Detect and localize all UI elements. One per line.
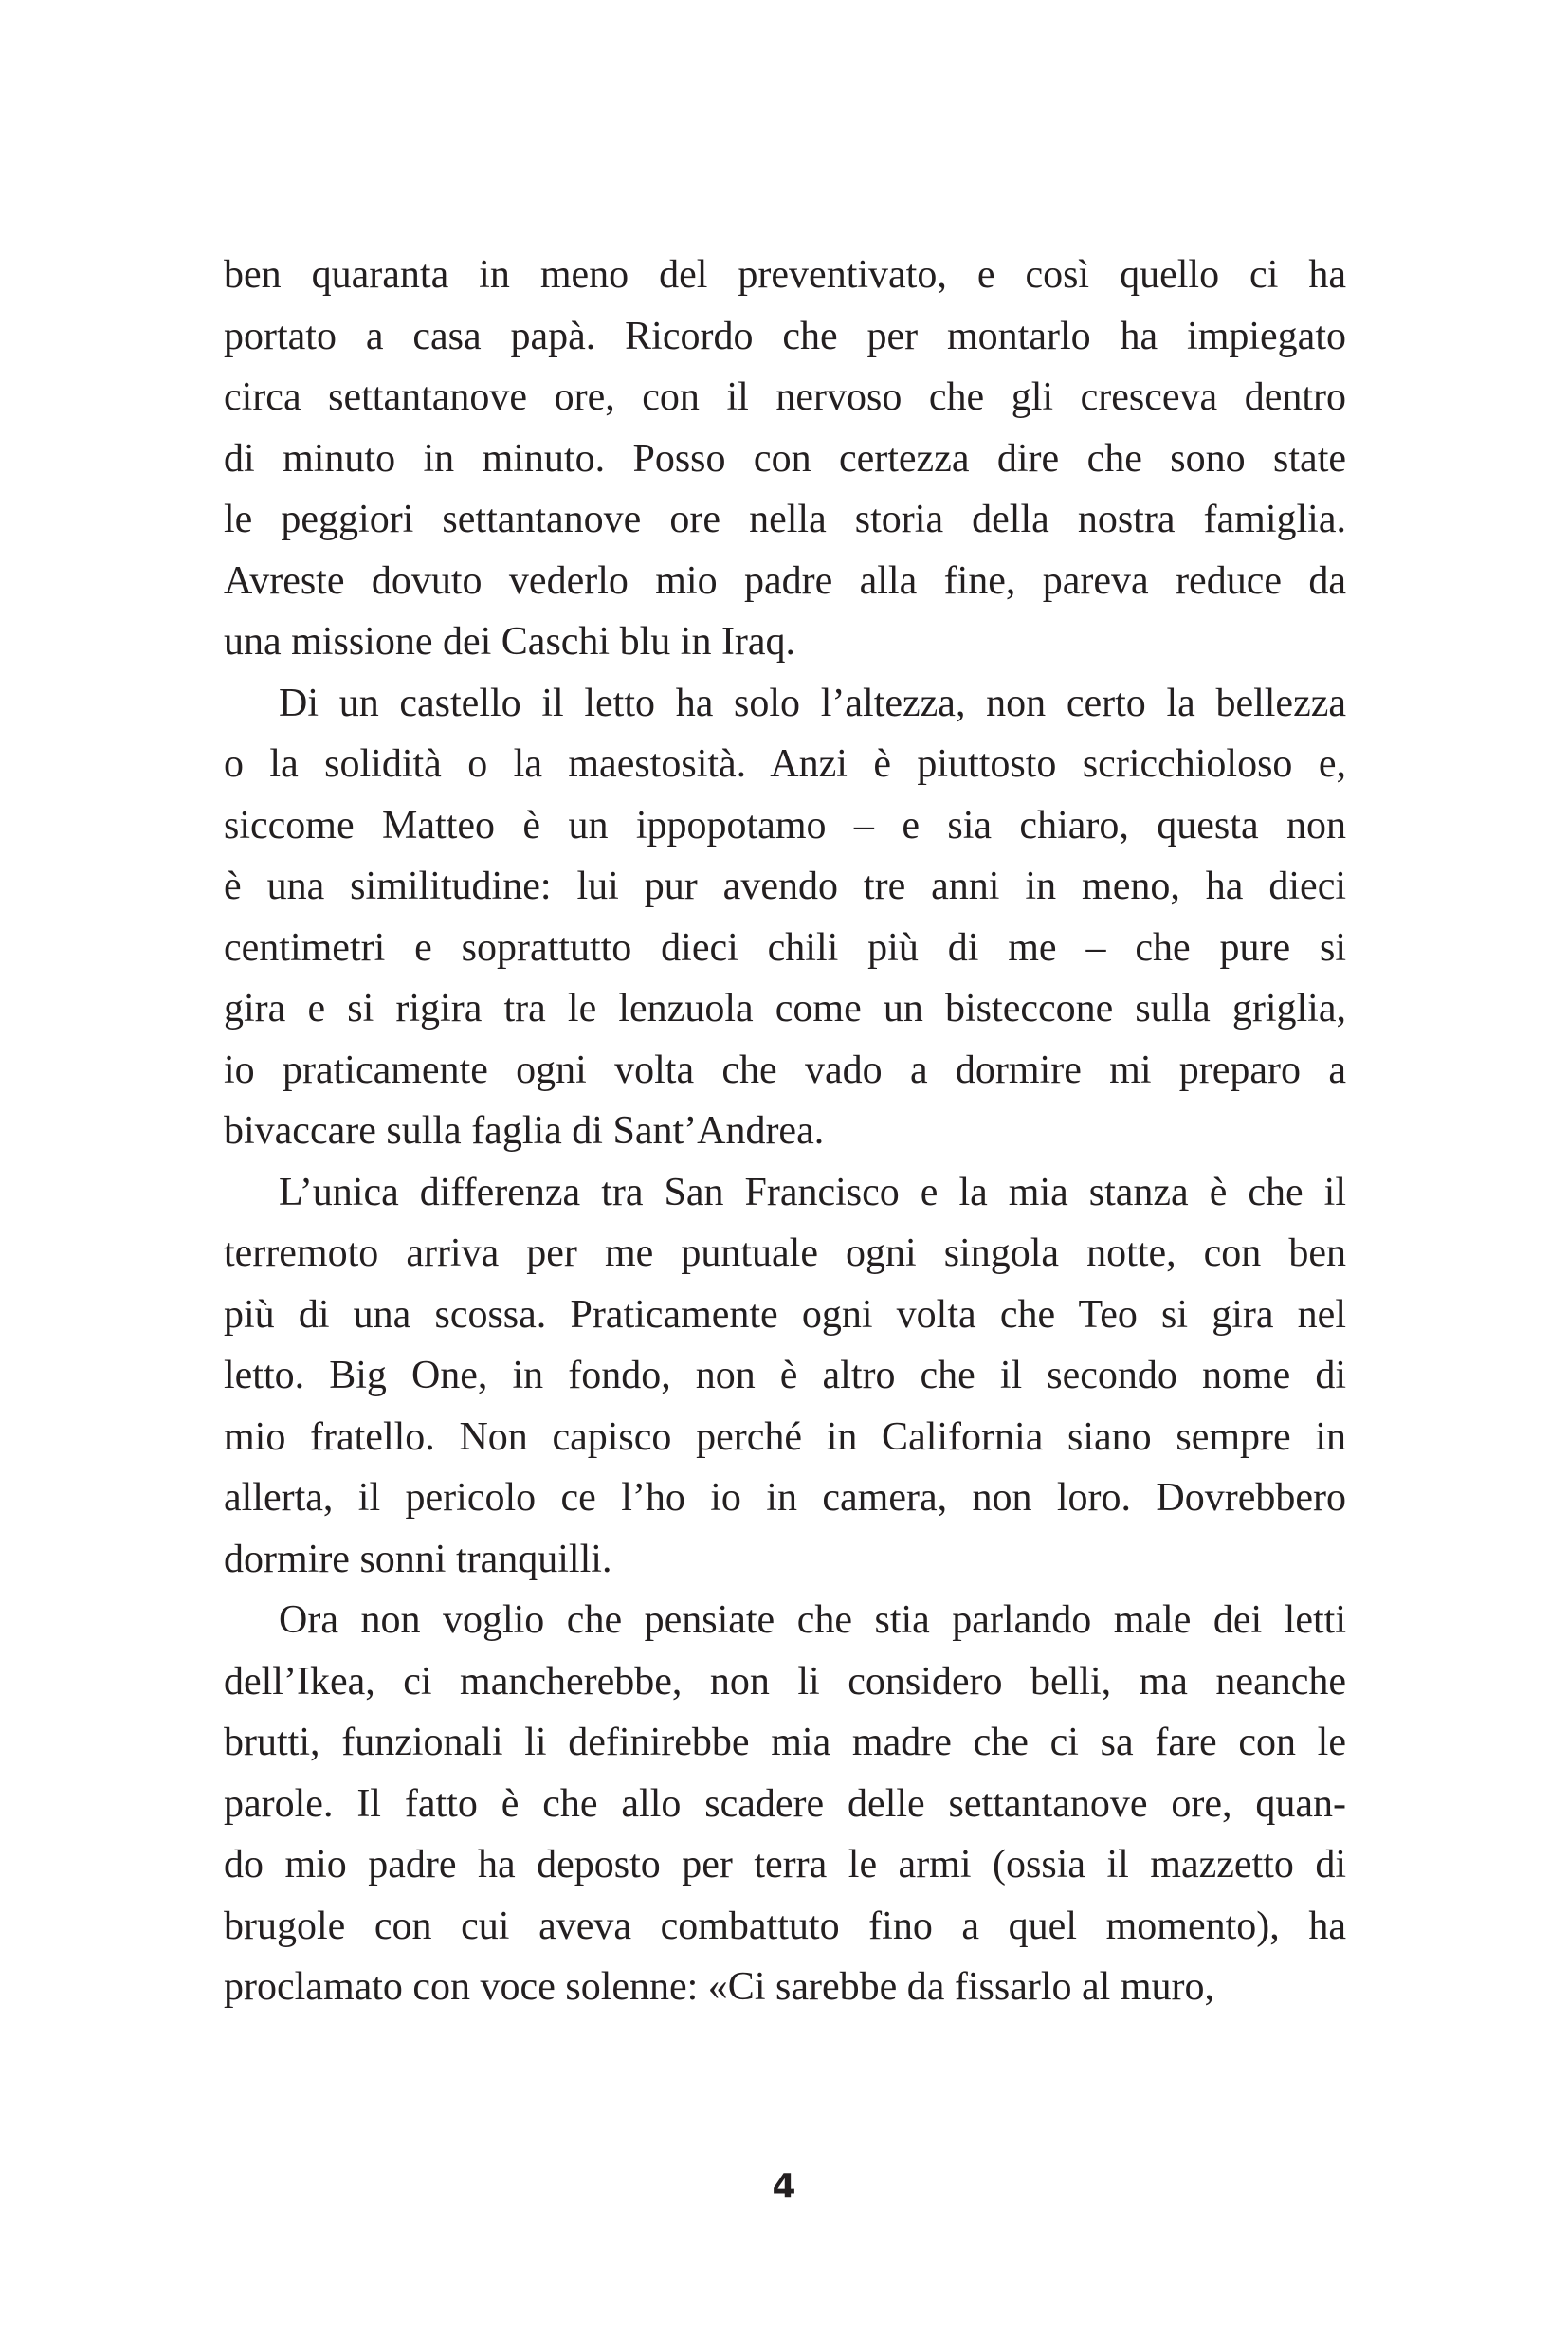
text-line: siccome Matteo è un ippopotamo – e sia chiaro, questa non — [224, 803, 1346, 847]
text-line: do mio padre ha deposto per terra le armi (ossia il mazzetto di — [224, 1843, 1346, 1886]
text-line: mio fratello. Non capisco perché in California siano sempre in — [224, 1414, 1346, 1459]
text-line: terremoto arriva per me puntuale ogni singola notte, con ben — [224, 1231, 1346, 1275]
text-line: allerta, il pericolo ce l’ho io in camera, non loro. Dovrebbero — [224, 1476, 1346, 1520]
text-line: circa settantanove ore, con il nervoso che gli cresceva dentro — [224, 375, 1346, 419]
text-line: dormire sonni tranquilli. — [224, 1537, 612, 1581]
paragraph — [224, 673, 1346, 1162]
text-line: di minuto in minuto. Posso con certezza dire che sono state — [224, 436, 1346, 481]
text-line: brugole con cui aveva combattuto fino a quel momento), ha — [224, 1904, 1346, 1948]
text-line: è una similitudine: lui pur avendo tre anni in meno, ha dieci — [224, 865, 1346, 908]
text-line: Ora non voglio che pensiate che stia parlando male dei letti — [279, 1598, 1346, 1642]
text-line: Avreste dovuto vederlo mio padre alla fine, pareva reduce da — [224, 558, 1346, 603]
text-line: ben quaranta in meno del preventivato, e così quello ci ha — [224, 253, 1346, 297]
text-line: una missione dei Caschi blu in Iraq. — [224, 620, 796, 664]
text-line: brutti, funzionali li definirebbe mia madre che ci sa fare con le — [224, 1721, 1346, 1764]
text-line: letto. Big One, in fondo, non è altro che il secondo nome di — [224, 1354, 1346, 1397]
text-line: bivaccare sulla faglia di Sant’Andrea. — [224, 1109, 825, 1153]
text-line: dell’Ikea, ci mancherebbe, non li considero belli, ma neanche — [224, 1659, 1346, 1704]
paragraph — [224, 1162, 1346, 1591]
paragraph — [224, 1590, 1346, 2018]
text-line: L’unica differenza tra San Francisco e la mia stanza è che il — [279, 1170, 1346, 1214]
paragraph — [224, 245, 1346, 673]
text-line: le peggiori settantanove ore nella storia della nostra famiglia. — [224, 498, 1346, 541]
body-text — [224, 245, 1346, 2018]
text-line: io praticamente ogni volta che vado a dormire mi preparo a — [224, 1048, 1346, 1092]
text-line: portato a casa papà. Ricordo che per montarlo ha impiegato — [224, 314, 1346, 358]
text-line: proclamato con voce solenne: «Ci sarebbe da fissarlo al muro, — [224, 1965, 1214, 2009]
text-line: o la solidità o la maestosità. Anzi è piuttosto scricchioloso e, — [224, 742, 1346, 786]
text-line: più di una scossa. Praticamente ogni volta che Teo si gira nel — [224, 1292, 1346, 1337]
text-line: centimetri e soprattutto dieci chili più di me – che pure si — [224, 925, 1346, 970]
page-number: 4 — [772, 2167, 796, 2206]
text-line: gira e si rigira tra le lenzuola come un bisteccone sulla griglia, — [224, 987, 1346, 1030]
text-line: parole. Il fatto è che allo scadere delle settantanove ore, quan- — [224, 1781, 1346, 1826]
text-line: Di un castello il letto ha solo l’altezza, non certo la bellezza — [279, 681, 1346, 725]
